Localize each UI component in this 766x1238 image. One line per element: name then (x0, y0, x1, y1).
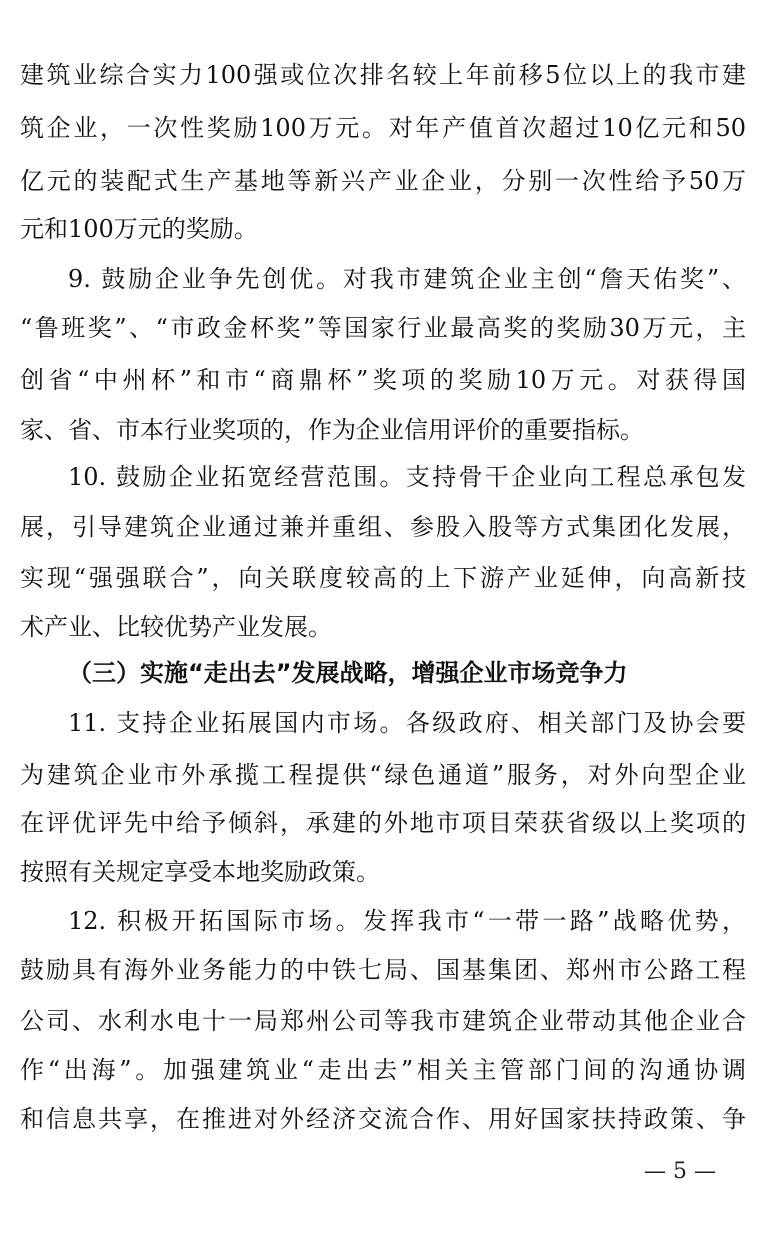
paragraph-line: 11. 支持企业拓展国内市场。各级政府、相关部门及协会要 (68, 709, 746, 737)
paragraph-line: 创省“中州杯”和市“商鼎杯”奖项的奖励10万元。对获得国 (20, 366, 746, 394)
paragraph-line: 建筑业综合实力100强或位次排名较上年前移5位以上的我市建 (20, 61, 746, 89)
paragraph-line: “鲁班奖”、“市政金杯奖”等国家行业最高奖的奖励30万元，主 (20, 314, 746, 342)
paragraph-line: 作“出海”。加强建筑业“走出去”相关主管部门间的沟通协调 (20, 1056, 746, 1084)
paragraph-line: 筑企业，一次性奖励100万元。对年产值首次超过10亿元和50 (20, 114, 746, 142)
paragraph-line: 元和100万元的奖励。 (20, 215, 258, 243)
paragraph-line: 10. 鼓励企业拓宽经营范围。支持骨干企业向工程总承包发 (68, 463, 746, 491)
paragraph-line: 展，引导建筑企业通过兼并重组、参股入股等方式集团化发展， (20, 513, 746, 541)
section-heading: （三）实施“走出去”发展战略，增强企业市场竞争力 (68, 659, 628, 687)
paragraph-line: 按照有关规定享受本地奖励政策。 (20, 858, 380, 886)
paragraph-line: 术产业、比较优势产业发展。 (20, 613, 332, 641)
paragraph-line: 实现“强强联合”，向关联度较高的上下游产业延伸，向高新技 (20, 564, 746, 592)
page-number: — 5 — (644, 1159, 716, 1184)
paragraph-line: 12. 积极开拓国际市场。发挥我市“一带一路”战略优势， (68, 907, 746, 935)
paragraph-line: 家、省、市本行业奖项的，作为企业信用评价的重要指标。 (20, 416, 644, 444)
paragraph-line: 亿元的装配式生产基地等新兴产业企业，分别一次性给予50万 (20, 167, 746, 195)
paragraph-line: 在评优评先中给予倾斜，承建的外地市项目荣获省级以上奖项的 (20, 809, 746, 837)
paragraph-line: 和信息共享，在推进对外经济交流合作、用好国家扶持政策、争 (20, 1105, 746, 1133)
paragraph-line: 公司、水利水电十一局郑州公司等我市建筑企业带动其他企业合 (20, 1007, 746, 1035)
paragraph-line: 鼓励具有海外业务能力的中铁七局、国基集团、郑州市公路工程 (20, 956, 746, 984)
paragraph-line: 9. 鼓励企业争先创优。对我市建筑企业主创“詹天佑奖”、 (68, 265, 746, 293)
paragraph-line: 为建筑企业市外承揽工程提供“绿色通道”服务，对外向型企业 (20, 761, 746, 789)
